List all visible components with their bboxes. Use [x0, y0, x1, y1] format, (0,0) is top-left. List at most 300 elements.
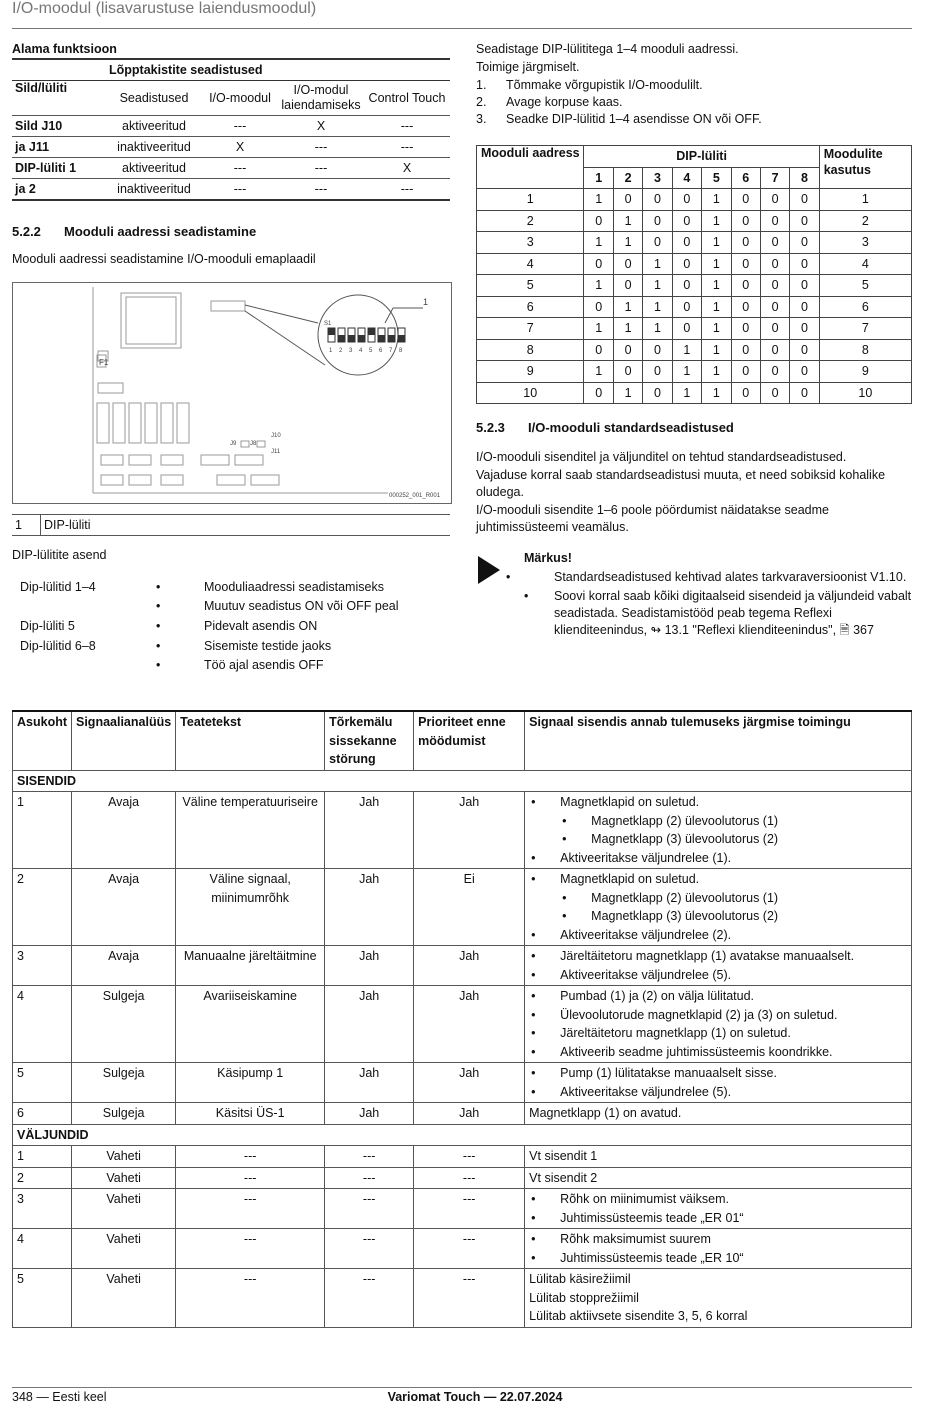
- signal-analysis: Vaheti: [72, 1269, 176, 1328]
- dip-number: 5: [369, 348, 373, 354]
- addr-dip-col-header: 4: [672, 167, 701, 189]
- addr-row: [477, 296, 912, 318]
- signal-row: [13, 792, 912, 869]
- io-module-board-diagram: [12, 282, 452, 504]
- signal-action-line: • Magnetklapp (3) ülevoolutorus (2): [529, 830, 907, 849]
- signal-col-header: Prioriteet enne möödumist: [414, 711, 525, 770]
- signal-action-line: Magnetklapp (1) on avatud.: [529, 1106, 682, 1120]
- signal-row: [13, 986, 912, 1063]
- section-522-intro: Mooduli aadressi seadistamine I/O-mooduli emaplaadil: [12, 252, 316, 266]
- signal-priority: ---: [414, 1269, 525, 1328]
- addr-dip-col-header: 1: [584, 167, 613, 189]
- signal-action-line: • Järeltäitetoru magnetklapp (1) on suletud.: [529, 1024, 907, 1043]
- addr-row: [477, 361, 912, 383]
- use-cell: 2: [819, 210, 911, 232]
- signal-error-memory: Jah: [325, 869, 414, 946]
- signal-row: [13, 1146, 912, 1168]
- signal-position: 1: [13, 1146, 72, 1168]
- board-illustration: [13, 283, 451, 503]
- switch-table-cell: X: [278, 116, 364, 137]
- signal-priority: Jah: [414, 986, 525, 1063]
- signal-error-memory: ---: [325, 1189, 414, 1229]
- switch-table-row-header: Sild/lüliti: [12, 81, 106, 116]
- switch-table-cell: inaktiveeritud: [106, 137, 202, 158]
- signal-action-line: • Magnetklapp (3) ülevoolutorus (2): [529, 907, 907, 926]
- dip-bit-cell: 1: [613, 382, 642, 404]
- signal-action: [525, 1229, 912, 1269]
- signal-analysis: Sulgeja: [72, 1063, 176, 1103]
- page-ref-icon: 🗎: [839, 623, 850, 637]
- dip-bit-cell: 1: [643, 296, 672, 318]
- addr-dip-col-header: 5: [702, 167, 731, 189]
- dip-bit-cell: 0: [643, 339, 672, 361]
- address-table: [476, 145, 912, 404]
- dip-bit-cell: 0: [731, 361, 760, 383]
- footer-page: 348 — Eesti keel: [12, 1390, 107, 1404]
- switch-table-cell: ---: [278, 179, 364, 201]
- dip-bit-cell: 0: [731, 339, 760, 361]
- signal-analysis: Vaheti: [72, 1167, 176, 1189]
- signal-message: Käsipump 1: [176, 1063, 325, 1103]
- signal-action: [525, 1063, 912, 1103]
- dip-bit-cell: 1: [613, 318, 642, 340]
- dip-bit-cell: 0: [672, 296, 701, 318]
- signal-error-memory: Jah: [325, 792, 414, 869]
- dip-bit-cell: 0: [760, 253, 789, 275]
- step-text: Avage korpuse kaas.: [506, 95, 623, 109]
- callout-number: 1: [423, 297, 429, 307]
- signal-analysis: Avaja: [72, 869, 176, 946]
- section-number: 5.2.3: [476, 420, 505, 435]
- signal-action-line: • Aktiveeritakse väljundrelee (1).: [529, 849, 907, 868]
- jumper-j9-label: J9: [230, 441, 237, 447]
- addr-row: [477, 275, 912, 297]
- use-cell: 3: [819, 232, 911, 254]
- dip-positions-title: DIP-lülitite asend: [12, 548, 107, 562]
- dip-bit-cell: 0: [672, 232, 701, 254]
- signal-col-header: Teatetekst: [176, 711, 325, 770]
- signal-analysis: Avaja: [72, 946, 176, 986]
- dip-bit-cell: 0: [790, 210, 819, 232]
- use-cell: 6: [819, 296, 911, 318]
- dip-pos-item: • Töö ajal asendis OFF: [204, 658, 324, 672]
- section-523-body: [476, 449, 916, 537]
- addr-cell: 4: [477, 253, 584, 275]
- signal-row: [13, 1103, 912, 1125]
- dip-bit-cell: 0: [790, 339, 819, 361]
- paragraph: I/O-mooduli sisendite 1–6 poole pöördumist näidatakse seadme juhtimissüsteemi veamälus.: [476, 502, 829, 534]
- dip-bit-cell: 0: [731, 232, 760, 254]
- signal-position: 1: [13, 792, 72, 869]
- signal-priority: Jah: [414, 1103, 525, 1125]
- signal-action-line: • Pump (1) lülitatakse manuaalselt sisse.: [529, 1064, 907, 1083]
- dip-bit-cell: 0: [584, 339, 613, 361]
- dip-bit-cell: 1: [702, 253, 731, 275]
- addr-row: [477, 232, 912, 254]
- signal-position: 3: [13, 946, 72, 986]
- dip-bit-cell: 0: [613, 361, 642, 383]
- dip-bit-cell: 0: [790, 361, 819, 383]
- signal-position: 5: [13, 1269, 72, 1328]
- figure-legend: [12, 514, 450, 536]
- signal-message: ---: [176, 1269, 325, 1328]
- signal-analysis: Sulgeja: [72, 1103, 176, 1125]
- dip-pos-item: • Mooduliaadressi seadistamiseks: [204, 580, 384, 594]
- signal-position: 4: [13, 986, 72, 1063]
- addr-row: [477, 253, 912, 275]
- signal-message: Käsitsi ÜS-1: [176, 1103, 325, 1125]
- switch-table-cell: ---: [364, 137, 450, 158]
- signal-priority: Jah: [414, 792, 525, 869]
- dip-pos-item: • Pidevalt asendis ON: [204, 619, 317, 633]
- addr-dip-col-header: 8: [790, 167, 819, 189]
- switch-table-cell: ---: [278, 158, 364, 179]
- addr-cell: 10: [477, 382, 584, 404]
- use-cell: 1: [819, 189, 911, 211]
- signal-row: [13, 1229, 912, 1269]
- signal-action-line: Vt sisendit 1: [529, 1149, 598, 1163]
- dip-bit-cell: 0: [760, 232, 789, 254]
- signal-analysis: Avaja: [72, 792, 176, 869]
- dip-bit-cell: 0: [584, 296, 613, 318]
- dip-bit-cell: 0: [613, 275, 642, 297]
- signal-analysis: Vaheti: [72, 1146, 176, 1168]
- dip-bit-cell: 0: [672, 318, 701, 340]
- signal-action-line: • Juhtimissüsteemis teade „ER 10“: [529, 1249, 907, 1268]
- use-cell: 7: [819, 318, 911, 340]
- addr-row: [477, 189, 912, 211]
- dip-bit-cell: 1: [643, 318, 672, 340]
- dip-bit-cell: 0: [731, 296, 760, 318]
- dip-bit-cell: 0: [760, 210, 789, 232]
- addr-cell: 5: [477, 275, 584, 297]
- paragraph: I/O-mooduli sisenditel ja väljunditel on tehtud standardseadistused.: [476, 450, 847, 464]
- signal-row: [13, 946, 912, 986]
- switch-table-col-header: I/O-moodul: [202, 81, 278, 116]
- dip-bit-cell: 0: [790, 275, 819, 297]
- signal-action-line: • Aktiveeritakse väljundrelee (2).: [529, 926, 907, 945]
- signal-action: [525, 1189, 912, 1229]
- dip-bit-cell: 1: [584, 232, 613, 254]
- intro-line: Seadistage DIP-lülititega 1–4 mooduli aadressi.: [476, 42, 739, 56]
- signal-error-memory: ---: [325, 1269, 414, 1328]
- note-item: • Standardseadistused kehtivad alates tarkvaraversioonist V1.10.: [554, 570, 906, 584]
- signal-error-memory: Jah: [325, 1063, 414, 1103]
- signal-message: Avariiseiskamine: [176, 986, 325, 1063]
- signal-section-row: [13, 1124, 912, 1146]
- dip-bit-cell: 1: [702, 296, 731, 318]
- dip-bit-cell: 0: [760, 361, 789, 383]
- section-522-heading: [12, 224, 256, 239]
- signal-error-memory: Jah: [325, 946, 414, 986]
- signal-action-line: Vt sisendit 2: [529, 1170, 598, 1185]
- footer-rule: [12, 1387, 912, 1388]
- addr-row: [477, 339, 912, 361]
- paragraph: Vajaduse korral saab standardseadistusi muuta, et need sobiksid kohalike oludega.: [476, 467, 886, 499]
- page-ref-number: 367: [853, 623, 874, 637]
- switch-table-row-label: DIP-lüliti 1: [12, 158, 106, 179]
- dip-pos-item: • Sisemiste testide jaoks: [204, 639, 331, 653]
- addr-cell: 3: [477, 232, 584, 254]
- dip-bit-cell: 0: [672, 253, 701, 275]
- dip-bit-cell: 1: [613, 232, 642, 254]
- dip-bit-cell: 0: [790, 232, 819, 254]
- signal-section-row: [13, 770, 912, 792]
- dip-bit-cell: 0: [790, 382, 819, 404]
- signal-priority: ---: [414, 1189, 525, 1229]
- addr-dip-col-header: 3: [643, 167, 672, 189]
- step-number: 1.: [476, 78, 487, 92]
- dip-bit-cell: 0: [613, 339, 642, 361]
- signal-col-header: Tõrkemälu sissekanne störung: [325, 711, 414, 770]
- switch-table-cell: aktiveeritud: [106, 116, 202, 137]
- signal-action-line: Lülitab käsirežiimil: [529, 1272, 631, 1286]
- dip-bit-cell: 0: [584, 382, 613, 404]
- dip-bit-cell: 1: [702, 189, 731, 211]
- signal-position: 2: [13, 869, 72, 946]
- switch-table-cell: ---: [364, 179, 450, 201]
- signal-action: [525, 946, 912, 986]
- addr-cell: 7: [477, 318, 584, 340]
- section-title: I/O-mooduli standardseadistused: [528, 420, 734, 435]
- dip-bit-cell: 1: [702, 232, 731, 254]
- signal-message: Väline signaal, miinimumrõhk: [176, 869, 325, 946]
- dip-bit-cell: 1: [702, 382, 731, 404]
- dip-bit-cell: 0: [584, 253, 613, 275]
- switch-table-col-header: Control Touch: [364, 81, 450, 116]
- step-text: Seadke DIP-lülitid 1–4 asendisse ON või OFF.: [506, 112, 762, 126]
- section-title: Mooduli aadressi seadistamine: [64, 224, 257, 239]
- signal-row: [13, 1167, 912, 1189]
- signal-section-label: SISENDID: [13, 770, 912, 792]
- signal-position: 4: [13, 1229, 72, 1269]
- signal-action-line: Lülitab aktiivsete sisendite 3, 5, 6 korral: [529, 1309, 748, 1323]
- signal-priority: ---: [414, 1229, 525, 1269]
- dip-bit-cell: 0: [731, 189, 760, 211]
- signal-action-line: • Aktiveeritakse väljundrelee (5).: [529, 1083, 907, 1102]
- dip-bit-cell: 0: [643, 210, 672, 232]
- dip-bit-cell: 1: [643, 275, 672, 297]
- signal-error-memory: ---: [325, 1146, 414, 1168]
- switch-table-cell: ---: [202, 116, 278, 137]
- dip-bit-cell: 0: [760, 382, 789, 404]
- dip-bit-cell: 1: [643, 253, 672, 275]
- dip-bit-cell: 1: [672, 382, 701, 404]
- signal-action-line: • Aktiveeritakse väljundrelee (5).: [529, 966, 907, 985]
- dip-bit-cell: 0: [731, 275, 760, 297]
- jumper-j11-label: J11: [271, 449, 281, 455]
- switch-table-cell: ---: [278, 137, 364, 158]
- switch-table-col-header: Seadistused: [106, 81, 202, 116]
- signal-row: [13, 1063, 912, 1103]
- section-523-heading: [476, 420, 734, 435]
- dip-bit-cell: 0: [613, 189, 642, 211]
- dip-pos-item: • Muutuv seadistus ON või OFF peal: [204, 599, 399, 613]
- dip-bit-cell: 0: [760, 339, 789, 361]
- dip-pos-label: Dip-lüliti 5: [20, 619, 75, 633]
- signal-action-line: • Ülevoolutorude magnetklapid (2) ja (3) on suletud.: [529, 1006, 907, 1025]
- signal-position: 6: [13, 1103, 72, 1125]
- signal-table: [12, 710, 912, 1328]
- signal-action-line: • Juhtimissüsteemis teade „ER 01“: [529, 1209, 907, 1228]
- addr-cell: 8: [477, 339, 584, 361]
- switch-table-cell: ---: [202, 158, 278, 179]
- legend-number: 1: [12, 515, 41, 536]
- addr-dip-col-header: 7: [760, 167, 789, 189]
- signal-action-line: • Magnetklapp (2) ülevoolutorus (1): [529, 889, 907, 908]
- dip-bit-cell: 0: [731, 210, 760, 232]
- signal-action: [525, 1103, 912, 1125]
- signal-error-memory: Jah: [325, 986, 414, 1063]
- header-rule: [12, 28, 912, 29]
- signal-row: [13, 1189, 912, 1229]
- dip-number: 6: [379, 348, 383, 354]
- switch-table-cell: X: [202, 137, 278, 158]
- dip-bit-cell: 1: [702, 361, 731, 383]
- use-cell: 4: [819, 253, 911, 275]
- intro-line: Toimige järgmiselt.: [476, 60, 580, 74]
- signal-priority: ---: [414, 1167, 525, 1189]
- signal-action-line: • Järeltäitetoru magnetklapp (1) avatakse manuaalselt.: [529, 947, 907, 966]
- signal-message: ---: [176, 1229, 325, 1269]
- dip-bit-cell: 0: [731, 253, 760, 275]
- switch-table-cell: ---: [364, 116, 450, 137]
- note-item-block: • Soovi korral saab kõiki digitaalseid sisendeid ja väljundeid vabalt seadistada. Seadistamistööd peab tegema Reflexi klienditeenindus, ↬ 13.1 "Reflexi klienditeenindus", 🗎 367: [524, 589, 912, 637]
- signal-priority: Jah: [414, 946, 525, 986]
- dip-bit-cell: 0: [643, 361, 672, 383]
- signal-analysis: Vaheti: [72, 1189, 176, 1229]
- note-arrow-icon: [478, 556, 500, 584]
- signal-action-line: • Rõhk maksimumist suurem: [529, 1230, 907, 1249]
- switch-table-cell: ---: [202, 179, 278, 201]
- signal-error-memory: Jah: [325, 1103, 414, 1125]
- switch-label: S1: [324, 321, 332, 327]
- figure-code: 000252_001_R001: [389, 493, 441, 499]
- signal-action: [525, 1146, 912, 1168]
- dip-bit-cell: 0: [584, 210, 613, 232]
- addr-row: [477, 318, 912, 340]
- section-number: 5.2.2: [12, 224, 41, 239]
- page-header-title: I/O-moodul (lisavarustuse laiendusmoodul): [12, 0, 317, 17]
- dip-bit-cell: 1: [702, 210, 731, 232]
- use-cell: 10: [819, 382, 911, 404]
- dip-bit-cell: 1: [672, 339, 701, 361]
- dip-pos-label: Dip-lülitid 6–8: [20, 639, 96, 653]
- dip-number: 8: [399, 348, 403, 354]
- dip-bit-cell: 1: [584, 318, 613, 340]
- dip-bit-cell: 1: [584, 361, 613, 383]
- dip-number: 1: [329, 348, 333, 354]
- addr-col-header: Moodulite kasutus: [819, 146, 911, 189]
- addr-col-header: Mooduli aadress: [477, 146, 584, 189]
- signal-section-label: VÄLJUNDID: [13, 1124, 912, 1146]
- cross-ref-link[interactable]: 13.1 "Reflexi klienditeenindus",: [664, 623, 837, 637]
- dip-bit-cell: 0: [790, 253, 819, 275]
- cross-ref-icon: ↬: [650, 623, 662, 637]
- signal-message: ---: [176, 1146, 325, 1168]
- signal-message: ---: [176, 1189, 325, 1229]
- dip-bit-cell: 0: [760, 296, 789, 318]
- signal-message: Manuaalne järeltäitmine: [176, 946, 325, 986]
- switch-table-row-label: ja J11: [12, 137, 106, 158]
- dip-bit-cell: 0: [760, 275, 789, 297]
- dip-bit-cell: 1: [702, 318, 731, 340]
- dip-bit-cell: 1: [672, 361, 701, 383]
- dip-bit-cell: 0: [613, 253, 642, 275]
- signal-position: 2: [13, 1167, 72, 1189]
- legend-text: DIP-lüliti: [44, 518, 91, 532]
- addr-cell: 9: [477, 361, 584, 383]
- dip-bit-cell: 0: [790, 189, 819, 211]
- dip-bit-cell: 0: [790, 318, 819, 340]
- use-cell: 5: [819, 275, 911, 297]
- dip-bit-cell: 0: [760, 189, 789, 211]
- addr-cell: 6: [477, 296, 584, 318]
- dip-bit-cell: 0: [643, 382, 672, 404]
- signal-analysis: Sulgeja: [72, 986, 176, 1063]
- switch-table: [12, 58, 450, 201]
- signal-priority: Jah: [414, 1063, 525, 1103]
- note-item: Soovi korral saab kõiki digitaalseid sisendeid ja väljundeid vabalt seadistada. Seadistamistööd peab tegema Reflexi klienditeenindus,: [554, 589, 912, 637]
- switch-table-cell: aktiveeritud: [106, 158, 202, 179]
- switch-table-cell: X: [364, 158, 450, 179]
- dip-bit-cell: 0: [672, 210, 701, 232]
- dip-bit-cell: 1: [584, 275, 613, 297]
- switch-table-cell: inaktiveeritud: [106, 179, 202, 201]
- use-cell: 8: [819, 339, 911, 361]
- signal-action-line: • Magnetklapid on suletud.: [529, 793, 907, 812]
- dip-bit-cell: 1: [702, 339, 731, 361]
- dip-bit-cell: 0: [643, 232, 672, 254]
- dip-bit-cell: 0: [643, 189, 672, 211]
- switch-table-caption: Alama funktsioon: [12, 42, 117, 56]
- signal-col-header: Signaal sisendis annab tulemuseks järgmise toimingu: [525, 711, 912, 770]
- signal-position: 3: [13, 1189, 72, 1229]
- signal-row: [13, 869, 912, 946]
- dip-bit-cell: 0: [672, 189, 701, 211]
- switch-table-group-header: Lõpptakistite seadistused: [106, 59, 450, 81]
- signal-action: [525, 869, 912, 946]
- switch-table-row-label: ja 2: [12, 179, 106, 201]
- dip-number: 7: [389, 348, 393, 354]
- jumper-j10-label: J10: [271, 433, 281, 439]
- signal-col-header: Asukoht: [13, 711, 72, 770]
- signal-action: [525, 792, 912, 869]
- signal-action-line: • Pumbad (1) ja (2) on välja lülitatud.: [529, 987, 907, 1006]
- dip-number: 3: [349, 348, 353, 354]
- footer-doc: Variomat Touch — 22.07.2024: [387, 1390, 563, 1404]
- signal-action-line: • Magnetklapp (2) ülevoolutorus (1): [529, 812, 907, 831]
- signal-priority: ---: [414, 1146, 525, 1168]
- signal-action-line: Lülitab stopprežiimil: [529, 1290, 639, 1305]
- fuse-label: F1: [99, 358, 109, 367]
- dip-bit-cell: 0: [731, 382, 760, 404]
- signal-action: [525, 1167, 912, 1189]
- addr-row: [477, 210, 912, 232]
- signal-error-memory: ---: [325, 1167, 414, 1189]
- dip-number: 4: [359, 348, 363, 354]
- dip-pos-label: Dip-lülitid 1–4: [20, 580, 96, 594]
- dip-bit-cell: 0: [672, 275, 701, 297]
- dip-bit-cell: 1: [613, 210, 642, 232]
- dip-bit-cell: 0: [790, 296, 819, 318]
- addr-cell: 1: [477, 189, 584, 211]
- signal-row: [13, 1269, 912, 1328]
- addr-dip-col-header: 6: [731, 167, 760, 189]
- signal-message: ---: [176, 1167, 325, 1189]
- signal-error-memory: ---: [325, 1229, 414, 1269]
- dip-bit-cell: 1: [584, 189, 613, 211]
